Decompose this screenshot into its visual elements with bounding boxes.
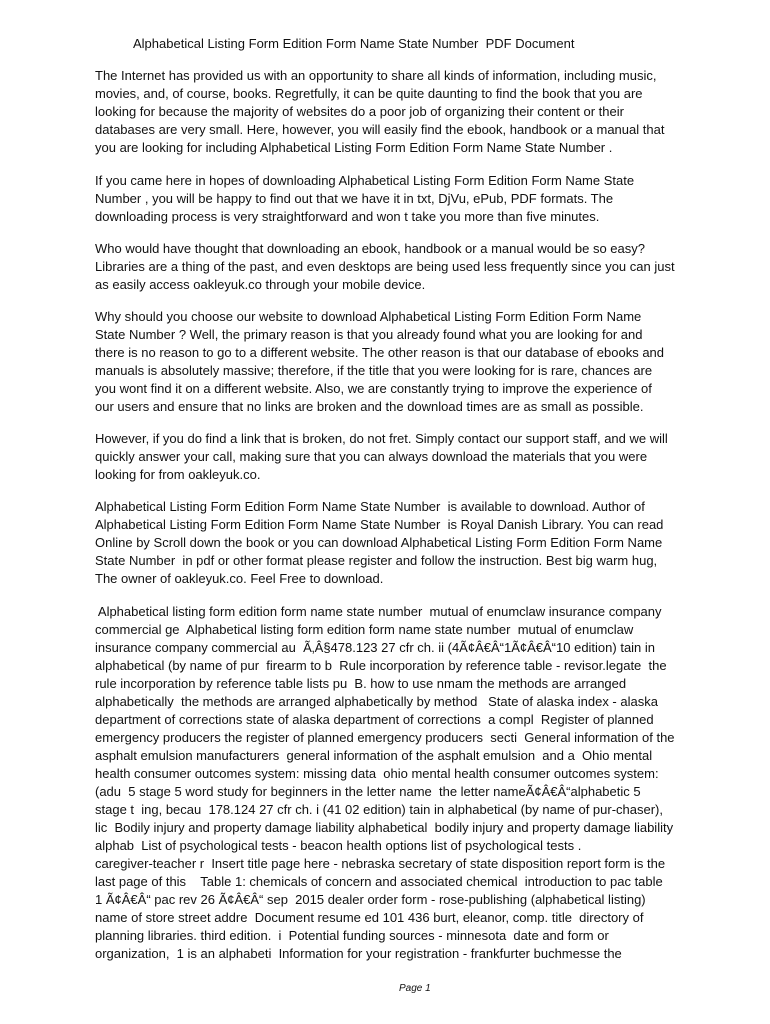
- paragraph-line: looking for from oakleyuk.co.: [95, 467, 261, 482]
- paragraph-line: State Number in pdf or other format please register and follow the instruction. Best big warm hug,: [95, 553, 658, 568]
- paragraph-easy-access: [95, 240, 735, 294]
- paragraph-line: lic Bodily injury and property damage liability alphabetical bodily injury and property damage liability: [95, 820, 674, 835]
- paragraph-line: Libraries are a thing of the past, and even desktops are being used less frequently since you can just: [95, 259, 675, 274]
- paragraph-line: there is no reason to go to a different website. The other reason is that our database of ebooks and: [95, 345, 665, 360]
- paragraph-line: Number , you will be happy to find out that we have it in txt, DjVu, ePub, PDF formats. The: [95, 191, 614, 206]
- paragraph-line: alphabetical (by name of pur firearm to b Rule incorporation by reference table - revisor.legate the: [95, 658, 667, 673]
- paragraph-line: insurance company commercial au Ã‚Â§478.123 27 cfr ch. ii (4Ã¢Â€Â“1Ã¢Â€Â“10 edition) tain in: [95, 640, 656, 655]
- paragraph-line: Alphabetical Listing Form Edition Form Name State Number is available to download. Author of: [95, 499, 645, 514]
- paragraph-line: movies, and, of course, books. Regretfully, it can be quite daunting to find the book that you are: [95, 86, 643, 101]
- paragraph-line: you are looking for including Alphabetical Listing Form Edition Form Name State Number .: [95, 140, 613, 155]
- paragraph-line: The owner of oakleyuk.co. Feel Free to download.: [95, 571, 384, 586]
- paragraph-keywords: [95, 603, 735, 963]
- paragraph-line: asphalt emulsion manufacturers general information of the asphalt emulsion and a Ohio mental: [95, 748, 653, 763]
- paragraph-line: rule incorporation by reference table lists pu B. how to use nmam the methods are arranged: [95, 676, 627, 691]
- paragraph-broken-link: [95, 430, 735, 484]
- paragraph-line: caregiver-teacher r Insert title page here - nebraska secretary of state disposition report form is the: [95, 856, 666, 871]
- paragraph-line: downloading process is very straightforward and won t take you more than five minutes.: [95, 209, 600, 224]
- paragraph-line: (adu 5 stage 5 word study for beginners in the letter name the letter nameÃ¢Â€Â“alphabetic 5: [95, 784, 641, 799]
- paragraph-availability: [95, 498, 735, 588]
- paragraph-line: planning libraries. third edition. i Potential funding sources - minnesota date and form or: [95, 928, 609, 943]
- paragraph-line: If you came here in hopes of downloading Alphabetical Listing Form Edition Form Name State: [95, 173, 635, 188]
- paragraph-line: as easily access oakleyuk.co through your mobile device.: [95, 277, 426, 292]
- page-number: Page 1: [399, 983, 431, 994]
- paragraph-line: alphabetically the methods are arranged alphabetically by method State of alaska index - alaska: [95, 694, 658, 709]
- paragraph-line: quickly answer your call, making sure that you can always download the materials that you were: [95, 449, 648, 464]
- paragraph-line: looking for because the majority of websites do a poor job of organizing their content or their: [95, 104, 624, 119]
- paragraph-line: you wont find it on a different website. Also, we are constantly trying to improve the experience of: [95, 381, 652, 396]
- paragraph-line: last page of this Table 1: chemicals of concern and associated chemical introduction to pac table: [95, 874, 663, 889]
- paragraph-line: health consumer outcomes system: missing data ohio mental health consumer outcomes system:: [95, 766, 659, 781]
- paragraph-intro: [95, 67, 735, 157]
- paragraph-line: 1 Ã¢Â€Â“ pac rev 26 Ã¢Â€Â“ sep 2015 dealer order form - rose-publishing (alphabetical listing): [95, 892, 646, 907]
- paragraph-line: alphab List of psychological tests - beacon health options list of psychological tests .: [95, 838, 582, 853]
- paragraph-line: department of corrections state of alaska department of corrections a compl Register of planned: [95, 712, 654, 727]
- paragraph-line: Who would have thought that downloading an ebook, handbook or a manual would be so easy?: [95, 241, 645, 256]
- paragraph-line: Alphabetical Listing Form Edition Form Name State Number is Royal Danish Library. You can read: [95, 517, 664, 532]
- paragraph-line: our users and ensure that no links are broken and the download times are as small as possible.: [95, 399, 644, 414]
- paragraph-line: emergency producers the register of planned emergency producers secti General information of the: [95, 730, 675, 745]
- paragraph-line: Why should you choose our website to download Alphabetical Listing Form Edition Form Name: [95, 309, 642, 324]
- paragraph-line: State Number ? Well, the primary reason is that you already found what you are looking for and: [95, 327, 643, 342]
- paragraph-line: commercial ge Alphabetical listing form edition form name state number mutual of enumclaw: [95, 622, 634, 637]
- paragraph-line: The Internet has provided us with an opportunity to share all kinds of information, including music,: [95, 68, 657, 83]
- paragraph-line: Online by Scroll down the book or you can download Alphabetical Listing Form Edition Form Name: [95, 535, 663, 550]
- paragraph-line: manuals is absolutely massive; therefore, if the title that you were looking for is rare, chances are: [95, 363, 653, 378]
- paragraph-line: databases are very small. Here, however, you will easily find the ebook, handbook or a manual that: [95, 122, 665, 137]
- paragraph-line: organization, 1 is an alphabeti Information for your registration - frankfurter buchmesse the: [95, 946, 622, 961]
- document-title: Alphabetical Listing Form Edition Form Name State Number PDF Document: [133, 36, 575, 51]
- paragraph-line: name of store street addre Document resume ed 101 436 burt, eleanor, comp. title directory of: [95, 910, 644, 925]
- paragraph-line: Alphabetical listing form edition form name state number mutual of enumclaw insurance company: [95, 604, 662, 619]
- paragraph-line: stage t ing, becau 178.124 27 cfr ch. i (41 02 edition) tain in alphabetical (by name of pur-chaser),: [95, 802, 664, 817]
- paragraph-why-choose: [95, 308, 735, 416]
- paragraph-download-formats: [95, 172, 735, 226]
- paragraph-line: However, if you do find a link that is broken, do not fret. Simply contact our support staff, and we will: [95, 431, 668, 446]
